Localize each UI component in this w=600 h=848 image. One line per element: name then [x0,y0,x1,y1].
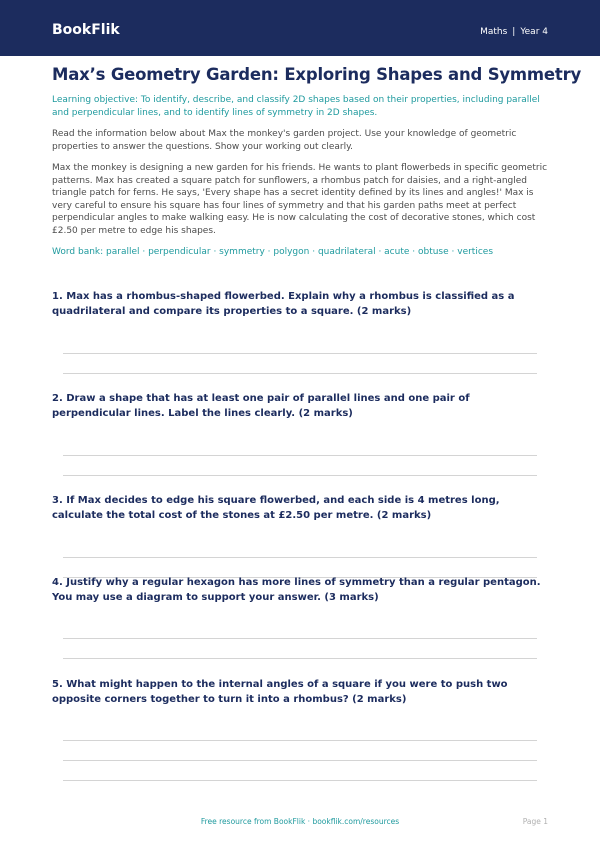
header-bar [0,0,600,56]
question-text: 4. Justify why a regular hexagon has more lines of symmetry than a regular pentagon. You may use a diagram to support your answer. (3 marks) [52,577,541,603]
question-1 [52,290,548,319]
question-2 [52,392,548,421]
brand-logo: BookFlik [52,22,120,38]
instructions-text: Read the information below about Max the monkey's garden project. Use your knowledge of geometric properties to answer the questions. Show your working out clearly. [52,129,517,152]
answer-line[interactable] [63,557,537,558]
word-bank: Word bank: parallel · perpendicular · symmetry · polygon · quadrilateral · acute · obtuse · vertices [52,247,494,257]
story-text: Max the monkey is designing a new garden for his friends. He wants to plant flowerbeds in specific geometric patterns. Max has created a square patch for sunflowers, a rhombus patch for daisies, and a right-angled triangle patch for ferns. He says, 'Every shape has a secret identity defined by its lines and angles!' Max is very careful to ensure his square has four lines of symmetry and that his garden paths meet at perfect perpendicular angles to make walking easy. He is now calculating the cost of decorative stones, which cost £2.50 per metre to edge his shapes. [52,163,548,236]
answer-line[interactable] [63,658,537,659]
learning-objective: Learning objective: To identify, describe, and classify 2D shapes based on their properties, including parallel and perpendicular lines, and to identify lines of symmetry in 2D shapes. [52,95,540,118]
question-4 [52,576,548,605]
answer-line[interactable] [63,353,537,354]
meta-separator: | [512,27,516,37]
answer-line[interactable] [63,373,537,374]
answer-line[interactable] [63,455,537,456]
subject-label: Maths [480,27,508,37]
question-text: 5. What might happen to the internal angles of a square if you were to push two opposite corners together to turn it into a rhombus? (2 marks) [52,679,508,705]
question-text: 1. Max has a rhombus-shaped flowerbed. Explain why a rhombus is classified as a quadrilateral and compare its properties to a square. (2 marks) [52,291,515,317]
question-text: 2. Draw a shape that has at least one pair of parallel lines and one pair of perpendicular lines. Label the lines clearly. (2 marks) [52,393,470,419]
worksheet-intro [52,64,582,258]
question-3 [52,494,548,523]
answer-line[interactable] [63,475,537,476]
answer-line[interactable] [63,760,537,761]
page-number: Page 1 [522,817,548,826]
footer-credit: Free resource from BookFlik · bookflik.com/resources [200,817,400,826]
answer-line[interactable] [63,638,537,639]
question-5 [52,678,548,707]
answer-line[interactable] [63,780,537,781]
year-label: Year 4 [520,27,548,37]
question-text: 3. If Max decides to edge his square flowerbed, and each side is 4 metres long, calculate the total cost of the stones at £2.50 per metre. (2 marks) [52,495,500,521]
answer-line[interactable] [63,740,537,741]
header-meta [480,26,548,38]
page-title: Max’s Geometry Garden: Exploring Shapes and Symmetry [52,65,582,84]
